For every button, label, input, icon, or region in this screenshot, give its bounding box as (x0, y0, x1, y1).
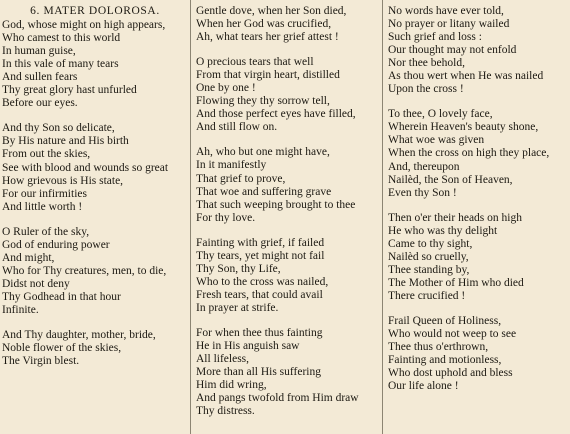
stanza (388, 5, 570, 96)
stanza (2, 122, 188, 213)
stanza (196, 56, 382, 134)
verse-line: Thy Son, thy Life, (196, 262, 281, 275)
verse-line: Thy great glory hast unfurled (2, 84, 137, 97)
verse-line: Noble flower of the skies, (2, 342, 122, 355)
verse-line: O Ruler of the sky, (2, 225, 90, 238)
verse-line: How grievous is His state, (2, 174, 124, 187)
verse-line: For our infirmities (2, 187, 87, 200)
verse-line: Such grief and loss : (388, 31, 482, 44)
verse-line: Didst not deny (2, 277, 70, 290)
verse-line: Flowing they thy sorrow tell, (196, 95, 330, 108)
stanza (2, 329, 188, 368)
verse-line: For when thee thus fainting (196, 326, 323, 339)
verse-line: And thy Son so delicate, (2, 122, 115, 135)
verse-line: By His nature and His birth (2, 135, 129, 148)
verse-line: Then o'er their heads on high (388, 211, 522, 224)
verse-line: O precious tears that well (196, 56, 314, 69)
verse-line: That grief to prove, (196, 172, 286, 185)
verse-line: Ah, what tears her grief attest ! (196, 31, 339, 44)
verse-line: Wherein Heaven's beauty shone, (388, 121, 539, 134)
verse-line: When the cross on high they place, (388, 147, 550, 160)
stanza (196, 146, 382, 224)
column-divider-left (190, 0, 191, 434)
verse-line: As thou wert when He was nailed (388, 70, 544, 83)
verse-line: More than all His suffering (196, 366, 321, 379)
poem-column-2 (196, 0, 382, 434)
poem-column-1 (2, 0, 188, 434)
verse-line: Who would not weep to see (388, 328, 517, 341)
verse-line: He who was thy delight (388, 224, 498, 237)
verse-line: No prayer or litany wailed (388, 18, 510, 31)
verse-line: See with blood and wounds so great (2, 161, 169, 174)
verse-line: Thee thus o'erthrown, (388, 341, 489, 354)
verse-line: That such weeping brought to thee (196, 198, 356, 211)
verse-line: In prayer at strife. (196, 301, 279, 314)
verse-line: Nor thee behold, (388, 57, 465, 70)
verse-line: Thee standing by, (388, 263, 470, 276)
verse-line: Fainting and motionless, (388, 354, 502, 367)
verse-line: To thee, O lovely face, (388, 108, 493, 121)
verse-line: Gentle dove, when her Son died, (196, 5, 347, 17)
poem-title: 6. MATER DOLOROSA. (30, 5, 160, 17)
stanza (196, 327, 382, 418)
verse-line: Thy distress. (196, 405, 255, 418)
verse-line: Fainting with grief, if failed (196, 236, 325, 249)
verse-line: Who dost uphold and bless (388, 367, 513, 380)
verse-line: Our life alone ! (388, 380, 459, 393)
verse-line: The Mother of Him who died (388, 276, 524, 289)
verse-line: Who camest to this world (2, 32, 121, 45)
verse-line: In human guise, (2, 45, 76, 58)
verse-line: And little worth ! (2, 200, 83, 213)
stanza (388, 315, 570, 393)
stanza (2, 226, 188, 317)
verse-line: Frail Queen of Holiness, (388, 314, 502, 327)
verse-line: The Virgin blest. (2, 355, 80, 368)
verse-line: And, thereupon (388, 160, 460, 173)
verse-line: Our thought may not enfold (388, 44, 517, 57)
verse-line: He in His anguish saw (196, 340, 300, 353)
verse-line: Upon the cross ! (388, 83, 464, 96)
verse-line: When her God was crucified, (196, 18, 332, 31)
verse-line: From that virgin heart, distilled (196, 69, 340, 82)
verse-line: That woe and suffering grave (196, 185, 332, 198)
verse-line: No words have ever told, (388, 5, 504, 17)
verse-line: Came to thy sight, (388, 237, 473, 250)
verse-line: From out the skies, (2, 148, 91, 161)
column-divider-right (382, 0, 383, 434)
verse-line: What woe was given (388, 134, 485, 147)
verse-line: And still flow on. (196, 121, 278, 134)
verse-line: For thy love. (196, 211, 256, 224)
verse-line: God of enduring power (2, 238, 110, 251)
verse-line: Thy Godhead in that hour (2, 290, 121, 303)
verse-line: Who for Thy creatures, men, to die, (2, 264, 167, 277)
verse-line: Nailèd so cruelly, (388, 250, 469, 263)
verse-line: And those perfect eyes have filled, (196, 108, 356, 121)
verse-line: Before our eyes. (2, 97, 78, 110)
stanza (388, 212, 570, 303)
stanza (2, 19, 188, 110)
verse-line: Nailèd, the Son of Heaven, (388, 173, 513, 186)
verse-line: And pangs twofold from Him draw (196, 392, 359, 405)
verse-line: And Thy daughter, mother, bride, (2, 329, 156, 342)
stanza (196, 237, 382, 315)
verse-line: God, whose might on high appears, (2, 19, 166, 32)
verse-line: And might, (2, 251, 55, 264)
verse-line: All lifeless, (196, 353, 250, 366)
verse-line: Thy tears, yet might not fail (196, 249, 325, 262)
verse-line: And sullen fears (2, 71, 78, 84)
verse-line: Even thy Son ! (388, 186, 457, 199)
verse-line: In it manifestly (196, 159, 267, 172)
verse-line: Who to the cross was nailed, (196, 275, 329, 288)
stanza (388, 108, 570, 199)
verse-line: Him did wring, (196, 379, 267, 392)
verse-line: In this vale of many tears (2, 58, 119, 71)
verse-line: Fresh tears, that could avail (196, 288, 323, 301)
verse-line: One by one ! (196, 82, 256, 95)
verse-line: Ah, who but one might have, (196, 146, 330, 159)
poem-column-3 (388, 0, 570, 434)
stanza (196, 5, 382, 44)
verse-line: Infinite. (2, 303, 39, 316)
verse-line: There crucified ! (388, 289, 466, 302)
